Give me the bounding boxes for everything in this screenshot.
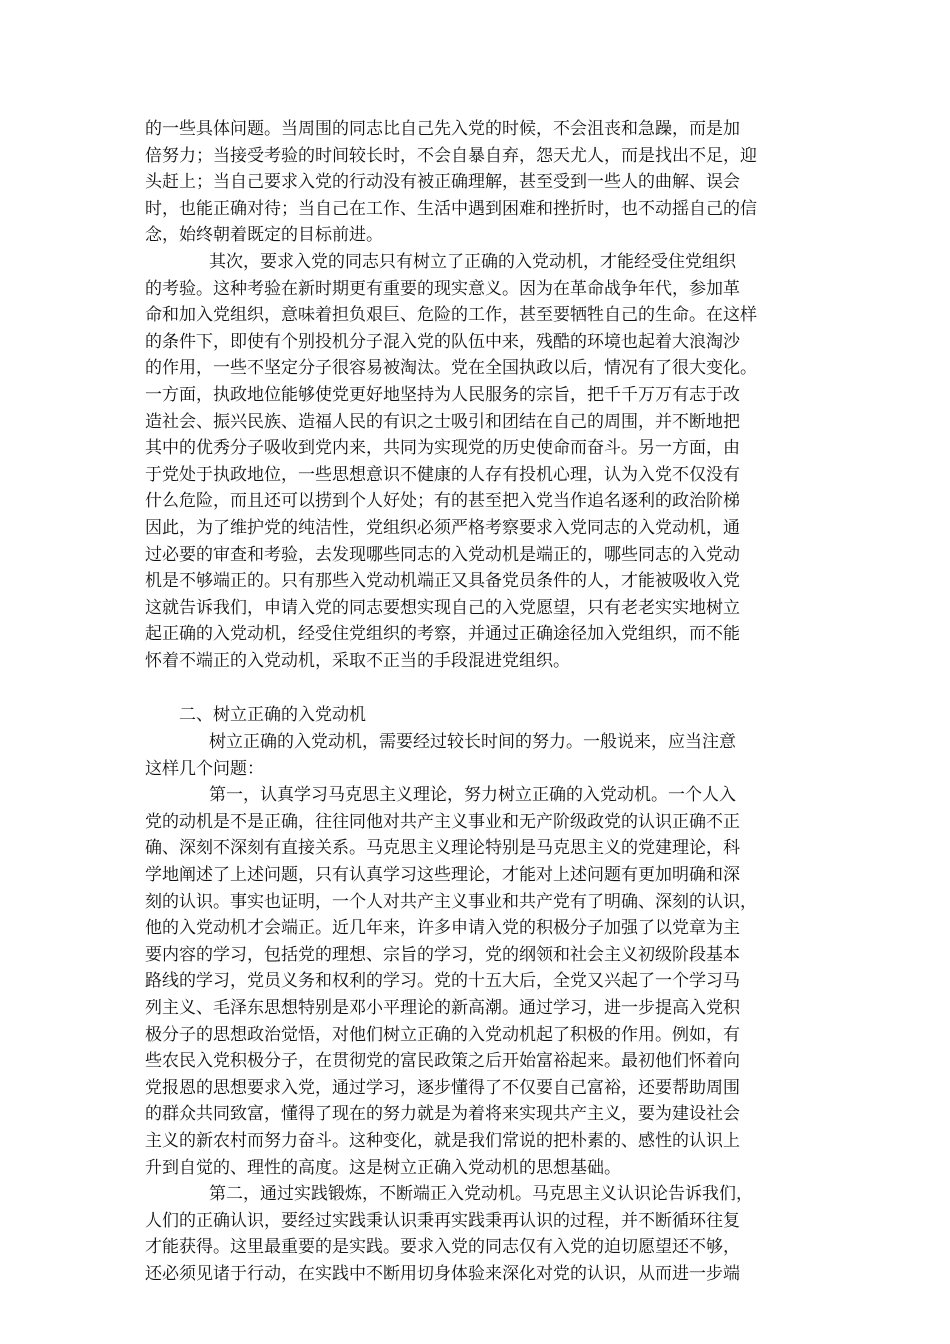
text-line: 一方面，执政地位能够使党更好地坚持为人民服务的宗旨，把千千万万有志于改 <box>145 384 740 405</box>
text-line: 些农民入党积极分子，在贯彻党的富民政策之后开始富裕起来。最初他们怀着向 <box>145 1051 740 1072</box>
paragraph-5 <box>145 1181 807 1287</box>
document-page <box>145 116 807 1288</box>
text-line: 过必要的审查和考验，去发现哪些同志的入党动机是端正的，哪些同志的入党动 <box>145 544 740 565</box>
text-line: 这样几个问题： <box>145 758 264 779</box>
text-line: 第一，认真学习马克思主义理论，努力树立正确的入党动机。一个人入 <box>209 785 736 806</box>
text-line: 什么危险，而且还可以捞到个人好处；有的甚至把入党当作追名逐利的政治阶梯 <box>145 491 740 512</box>
text-line: 列主义、毛泽东思想特别是邓小平理论的新高潮。通过学习，进一步提高入党积 <box>145 998 740 1018</box>
text-line: 因此，为了维护党的纯洁性，党组织必须严格考察要求入党同志的入党动机，通 <box>145 517 740 538</box>
paragraph-2 <box>145 249 807 675</box>
section-heading: 二、树立正确的入党动机 <box>179 705 366 726</box>
text-line: 其中的优秀分子吸收到党内来，共同为实现党的历史使命而奋斗。另一方面，由 <box>145 438 740 459</box>
text-line: 要内容的学习，包括党的理想、宗旨的学习，党的纲领和社会主义初级阶段基本 <box>145 944 740 965</box>
text-line: 升到自觉的、理性的高度。这是树立正确入党动机的思想基础。 <box>145 1157 621 1178</box>
text-line: 念，始终朝着既定的目标前进。 <box>145 225 383 246</box>
text-line: 的一些具体问题。当周围的同志比自己先入党的时候，不会沮丧和急躁，而是加 <box>145 119 740 139</box>
text-line: 怀着不端正的入党动机，采取不正当的手段混进党组织。 <box>145 650 570 671</box>
text-line: 机是不够端正的。只有那些入党动机端正又具备党员条件的人，才能被吸收入党 <box>145 571 740 592</box>
section-gap <box>145 674 807 702</box>
text-line: 的群众共同致富，懂得了现在的努力就是为着将来实现共产主义，要为建设社会 <box>145 1104 740 1125</box>
text-line: 极分子的思想政治觉悟，对他们树立正确的入党动机起了积极的作用。例如，有 <box>145 1024 740 1045</box>
text-line: 这就告诉我们，申请入党的同志要想实现自己的入党愿望，只有老老实实地树立 <box>145 597 740 618</box>
text-line: 的考验。这种考验在新时期更有重要的现实意义。因为在革命战争年代，参加革 <box>145 278 740 299</box>
text-line: 才能获得。这里最重要的是实践。要求入党的同志仅有入党的迫切愿望还不够， <box>145 1237 740 1258</box>
text-line: 路线的学习，党员义务和权利的学习。党的十五大后，全党又兴起了一个学习马 <box>145 971 740 992</box>
text-line: 确、深刻不深刻有直接关系。马克思主义理论特别是马克思主义的党建理论，科 <box>145 838 740 859</box>
text-line: 造社会、振兴民族、造福人民的有识之士吸引和团结在自己的周围，并不断地把 <box>145 411 740 432</box>
text-line: 命和加入党组织，意味着担负艰巨、危险的工作，甚至要牺牲自己的生命。在这样 <box>145 305 757 326</box>
text-line: 还必须见诸于行动，在实践中不断用切身体验来深化对党的认识，从而进一步端 <box>145 1263 740 1284</box>
text-line: 党报恩的思想要求入党，通过学习，逐步懂得了不仅要自己富裕，还要帮助周围 <box>145 1077 740 1098</box>
text-line: 第二，通过实践锻炼，不断端正入党动机。马克思主义认识论告诉我们， <box>209 1184 753 1205</box>
text-line: 时，也能正确对待；当自己在工作、生活中遇到困难和挫折时，也不动摇自己的信 <box>145 198 757 219</box>
text-line: 学地阐述了上述问题，只有认真学习这些理论，才能对上述问题有更加明确和深 <box>145 865 740 886</box>
text-line: 起正确的入党动机，经受住党组织的考察，并通过正确途径加入党组织，而不能 <box>145 624 740 645</box>
paragraph-4 <box>145 782 807 1181</box>
paragraph-1 <box>145 116 807 249</box>
paragraph-3 <box>145 729 807 782</box>
text-line: 树立正确的入党动机，需要经过较长时间的努力。一般说来，应当注意 <box>209 732 736 753</box>
text-line: 党的动机是不是正确，往往同他对共产主义事业和无产阶级政党的认识正确不正 <box>145 811 740 832</box>
text-line: 的作用，一些不坚定分子很容易被淘汰。党在全国执政以后，情况有了很大变化。 <box>145 358 757 379</box>
text-line: 倍努力；当接受考验的时间较长时，不会自暴自弃，怨天尤人，而是找出不足，迎 <box>145 145 757 166</box>
text-line: 于党处于执政地位，一些思想意识不健康的人存有投机心理，认为入党不仅没有 <box>145 464 740 485</box>
text-line: 他的入党动机才会端正。近几年来，许多申请入党的积极分子加强了以党章为主 <box>145 918 740 939</box>
text-line: 的条件下，即使有个别投机分子混入党的队伍中来，残酷的环境也起着大浪淘沙 <box>145 331 740 352</box>
text-line: 头赶上；当自己要求入党的行动没有被正确理解，甚至受到一些人的曲解、误会 <box>145 172 740 193</box>
text-line: 其次，要求入党的同志只有树立了正确的入党动机，才能经受住党组织 <box>209 251 736 272</box>
text-line: 刻的认识。事实也证明，一个人对共产主义事业和共产党有了明确、深刻的认识， <box>145 891 757 912</box>
text-line: 人们的正确认识，要经过实践秉认识秉再实践秉再认识的过程，并不断循环往复 <box>145 1210 740 1231</box>
text-line: 主义的新农村而努力奋斗。这种变化，就是我们常说的把朴素的、感性的认识上 <box>145 1130 740 1151</box>
